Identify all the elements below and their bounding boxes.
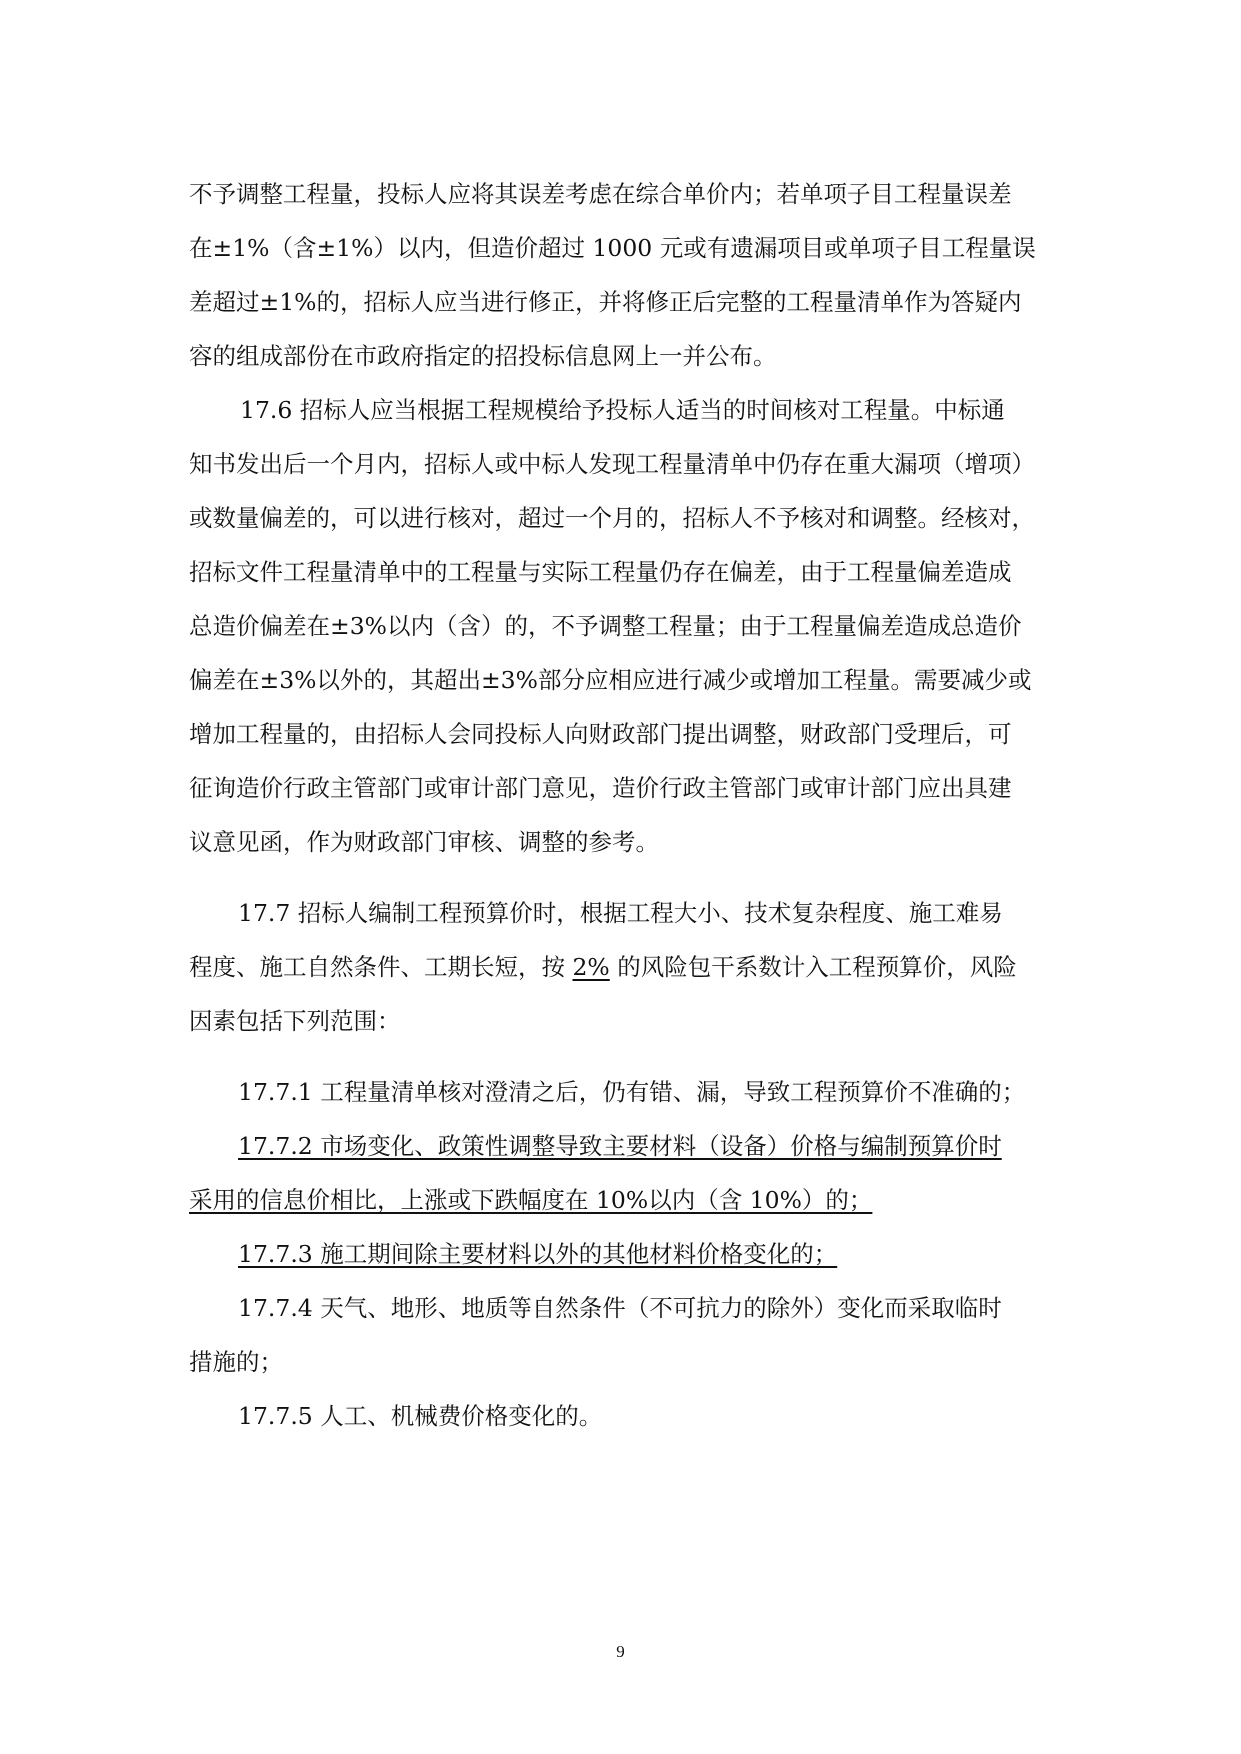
paragraph-line: 措施的； <box>189 1348 283 1376</box>
paragraph-line: 知书发出后一个月内，招标人或中标人发现工程量清单中仍存在重大漏项（增项） <box>189 450 1035 478</box>
paragraph-line: 在±1%（含±1%）以内，但造价超过 1000 元或有遗漏项目或单项子目工程量误 <box>189 234 1036 262</box>
paragraph-line: 或数量偏差的，可以进行核对，超过一个月的，招标人不予核对和调整。经核对， <box>189 504 1035 532</box>
paragraph-line: 总造价偏差在±3%以内（含）的，不予调整工程量；由于工程量偏差造成总造价 <box>189 612 1022 640</box>
paragraph-line: 增加工程量的，由招标人会同投标人向财政部门提出调整，财政部门受理后，可 <box>189 720 1012 748</box>
paragraph-line: 偏差在±3%以外的，其超出±3%部分应相应进行减少或增加工程量。需要减少或 <box>189 666 1032 694</box>
clause-17-7-second-line <box>189 952 1017 982</box>
paragraph-line: 不予调整工程量，投标人应将其误差考虑在综合单价内；若单项子目工程量误差 <box>189 180 1012 208</box>
clause-17-7-2-first-line: 17.7.2 市场变化、政策性调整导致主要材料（设备）价格与编制预算价时 <box>238 1132 1002 1160</box>
paragraph-line: 差超过±1%的，招标人应当进行修正，并将修正后完整的工程量清单作为答疑内 <box>189 288 1022 316</box>
clause-17-7-4-first-line: 17.7.4 天气、地形、地质等自然条件（不可抗力的除外）变化而采取临时 <box>238 1294 1002 1322</box>
clause-17-7-first-line: 17.7 招标人编制工程预算价时，根据工程大小、技术复杂程度、施工难易 <box>238 899 1003 927</box>
paragraph-line: 议意见函，作为财政部门审核、调整的参考。 <box>189 828 659 856</box>
paragraph-line: 征询造价行政主管部门或审计部门意见，造价行政主管部门或审计部门应出具建 <box>189 774 1012 802</box>
clause-17-7-2-second-line: 采用的信息价相比，上涨或下跌幅度在 10%以内（含 10%）的； <box>189 1186 873 1214</box>
paragraph-line: 因素包括下列范围： <box>189 1007 401 1035</box>
risk-rate-value: 2% <box>572 953 610 981</box>
paragraph-line: 容的组成部份在市政府指定的招投标信息网上一并公布。 <box>189 342 777 370</box>
clause-17-6-first-line: 17.6 招标人应当根据工程规模给予投标人适当的时间核对工程量。中标通 <box>240 396 1005 424</box>
text-segment: 程度、施工自然条件、工期长短，按 <box>189 953 573 981</box>
clause-17-7-1: 17.7.1 工程量清单核对澄清之后，仍有错、漏，导致工程预算价不准确的； <box>238 1078 1026 1106</box>
clause-17-7-5: 17.7.5 人工、机械费价格变化的。 <box>238 1402 603 1430</box>
paragraph-line: 招标文件工程量清单中的工程量与实际工程量仍存在偏差，由于工程量偏差造成 <box>189 558 1012 586</box>
page-number: 9 <box>616 1642 625 1661</box>
clause-17-7-3: 17.7.3 施工期间除主要材料以外的其他材料价格变化的； <box>238 1240 838 1268</box>
text-segment: 的风险包干系数计入工程预算价，风险 <box>609 953 1017 981</box>
